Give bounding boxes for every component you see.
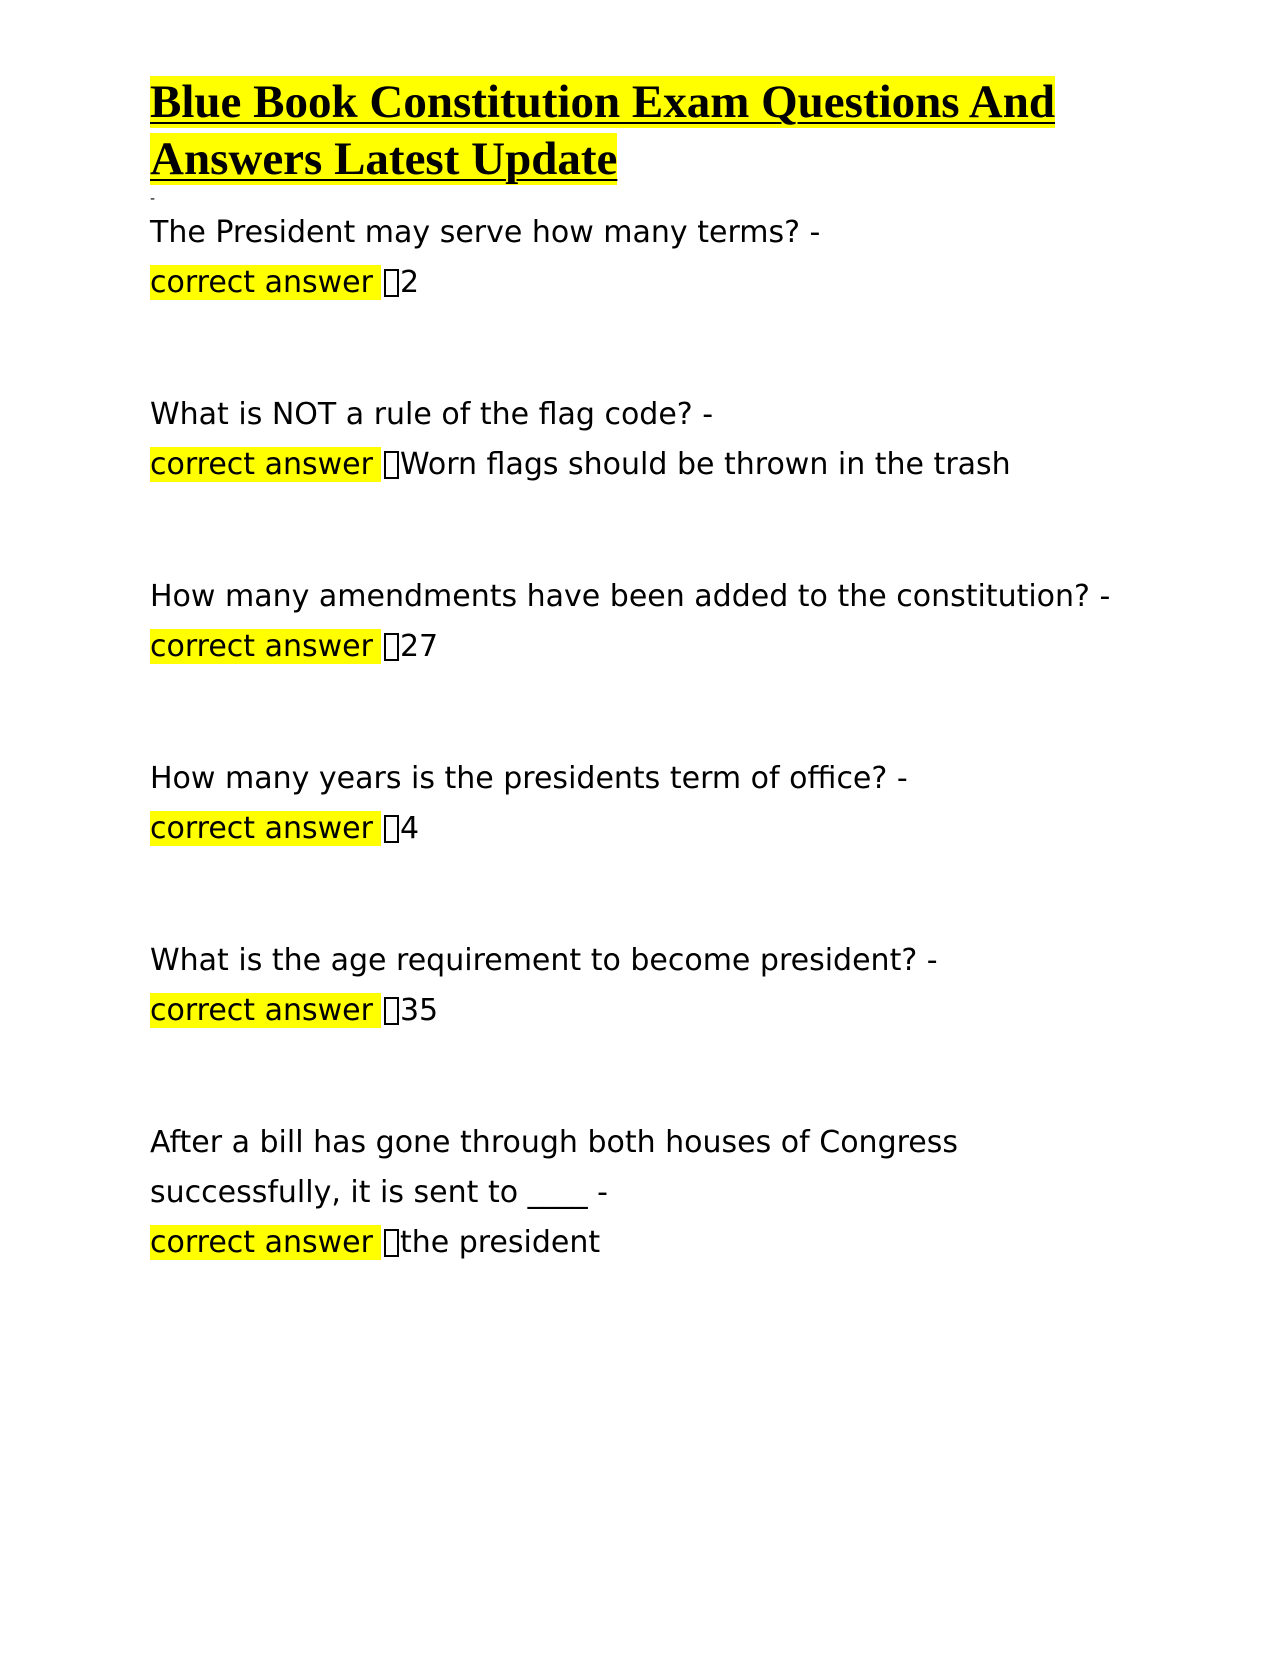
answer-text: 2 [399, 265, 420, 300]
separator-dash: - [150, 191, 156, 207]
answer-line [150, 986, 1140, 1036]
question-text: How many amendments have been added to the constitution? - [150, 579, 1111, 614]
answer-line [150, 804, 1140, 854]
answer-line [150, 1218, 1140, 1268]
document-title [150, 74, 1140, 188]
answer-text: the president [399, 1225, 601, 1260]
question-text: How many years is the presidents term of office? - [150, 761, 908, 796]
answer-label: correct answer [150, 447, 381, 482]
missing-glyph-box-icon [384, 997, 399, 1025]
question-text: What is NOT a rule of the flag code? - [150, 397, 714, 432]
missing-glyph-box-icon [384, 633, 399, 661]
missing-glyph-box-icon [384, 1229, 399, 1257]
answer-label: correct answer [150, 993, 381, 1028]
answer-label: correct answer [150, 1225, 381, 1260]
qa-item-5 [150, 936, 1140, 1036]
qa-item-3 [150, 572, 1140, 672]
answer-line [150, 622, 1140, 672]
answer-text: 4 [399, 811, 420, 846]
qa-item-2 [150, 390, 1140, 490]
missing-glyph-box-icon [384, 451, 399, 479]
answer-label: correct answer [150, 265, 381, 300]
answer-line [150, 258, 1140, 308]
qa-item-1 [150, 208, 1140, 308]
answer-text: 27 [399, 629, 439, 664]
missing-glyph-box-icon [384, 815, 399, 843]
qa-item-6 [150, 1118, 1140, 1268]
answer-label: correct answer [150, 811, 381, 846]
title-line-1: Blue Book Constitution Exam Questions And [150, 76, 1055, 128]
answer-line [150, 440, 1140, 490]
answer-text: 35 [399, 993, 439, 1028]
question-text: What is the age requirement to become president? - [150, 943, 938, 978]
answer-label: correct answer [150, 629, 381, 664]
missing-glyph-box-icon [384, 269, 399, 297]
title-line-2: Answers Latest Update [150, 133, 618, 185]
question-text: After a bill has gone through both houses of Congress successfully, it is sent to ____ - [150, 1125, 959, 1210]
document-page [150, 74, 1140, 1268]
question-text: The President may serve how many terms? - [150, 215, 821, 250]
answer-text: Worn flags should be thrown in the trash [399, 447, 1011, 482]
qa-item-4 [150, 754, 1140, 854]
